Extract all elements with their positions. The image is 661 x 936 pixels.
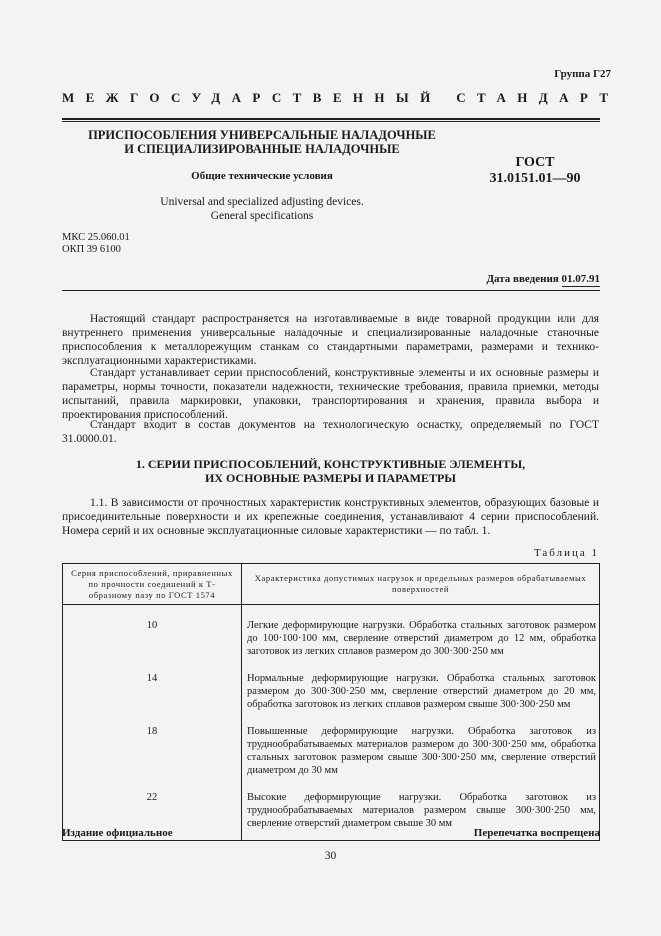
introduction-date — [486, 273, 600, 285]
title-line-1: ПРИСПОСОБЛЕНИЯ УНИВЕРСАЛЬНЫЕ НАЛАДОЧНЫЕ — [88, 128, 436, 142]
table-header-series: Серия приспособлений, приравненных по прочности соединений к Т-образному пазу по ГОСТ 1574 — [63, 564, 242, 605]
classification-codes — [62, 232, 130, 256]
group-label: Группа Г27 — [554, 68, 611, 80]
series-cell: 14 — [63, 668, 242, 721]
table-header-row — [63, 564, 600, 605]
description-cell: Высокие деформирующие нагрузки. Обработка заготовок из труднообрабатываемых материалов размером свыше 300·300·250 мм, сверление отверстий диаметром свыше 30 мм — [242, 787, 600, 841]
document-subtitle: Общие технические условия — [191, 170, 333, 182]
reprint-prohibited-label: Перепечатка воспрещена — [473, 827, 600, 839]
table-caption: Таблица 1 — [533, 547, 599, 559]
series-cell: 18 — [63, 721, 242, 787]
scope-paragraph: Настоящий стандарт распространяется на изготавливаемые в виде товарной продукции или для внутреннего применения универсальные наладочные и специализированные наладочные станочные приспособления к металлорежущим станкам со стандартными параметрами, размерами и технико-эксплуатационными характеристиками. — [62, 313, 599, 367]
header-rule-thin — [62, 121, 600, 122]
english-title-line-2: General specifications — [210, 210, 314, 222]
description-cell: Нормальные деформирующие нагрузки. Обработка стальных заготовок размером до 300·300·250 мм, сверление отверстий диаметром до 20 мм, обработка заготовок из легких сплавов размером свыше 300·300·250 мм — [242, 668, 600, 721]
contents-paragraph: Стандарт устанавливает серии приспособлений, конструктивные элементы и их основные размеры и параметры, нормы точности, показатели надежности, технические требования, правила приемки, методы испытаний, правила маркировки, упаковки, транспортирования и хранения, правила выбора и проектирования приспособлений. — [62, 367, 599, 421]
introduction-date-label: Дата введения — [486, 273, 559, 285]
section-heading-line-1: 1. СЕРИИ ПРИСПОСОБЛЕНИЙ, КОНСТРУКТИВНЫЕ ЭЛЕМЕНТЫ, — [135, 457, 526, 471]
table-row — [63, 605, 600, 669]
series-table — [62, 563, 600, 841]
page-number: 30 — [324, 850, 337, 862]
table-row — [63, 668, 600, 721]
table-row — [63, 721, 600, 787]
introduction-date-value: 01.07.91 — [561, 273, 600, 285]
gost-label: ГОСТ — [515, 155, 555, 170]
section-heading-line-2: ИХ ОСНОВНЫЕ РАЗМЕРЫ И ПАРАМЕТРЫ — [204, 471, 457, 485]
section-heading — [62, 457, 599, 485]
header-rule-thick — [62, 118, 600, 120]
date-rule — [62, 290, 600, 291]
table-header-characteristics: Характеристика допустимых нагрузок и предельных размеров обрабатываемых поверхностей — [242, 564, 600, 605]
official-edition-label: Издание официальное — [62, 827, 173, 839]
mks-code: МКС 25.060.01 — [62, 232, 130, 243]
series-cell: 22 — [63, 787, 242, 841]
gost-designation — [470, 155, 600, 187]
english-title-line-1: Universal and specialized adjusting devices. — [160, 196, 364, 208]
document-title — [62, 128, 462, 156]
description-cell: Повышенные деформирующие нагрузки. Обработка заготовок из труднообрабатываемых материалов размером до 300·300·250 мм, обработка стальных заготовок размером свыше 300·300·250 мм, сверление отверстий диаметром до 30 мм — [242, 721, 600, 787]
title-line-2: И СПЕЦИАЛИЗИРОВАННЫЕ НАЛАДОЧНЫЕ — [124, 142, 400, 156]
series-cell: 10 — [63, 605, 242, 669]
english-title — [62, 195, 462, 223]
description-cell: Легкие деформирующие нагрузки. Обработка стальных заготовок размером до 100·100·100 мм, сверление отверстий диаметром до 12 мм, обработка заготовок из легких сплавов размером до 300·300·250 мм — [242, 605, 600, 669]
standard-banner: МЕЖГОСУДАРСТВЕННЫЙ СТАНДАРТ — [62, 90, 620, 105]
gost-number: 31.0151.01—90 — [489, 171, 581, 186]
composition-paragraph: Стандарт входит в состав документов на технологическую оснастку, определяемый по ГОСТ 31.0000.01. — [62, 419, 599, 445]
okp-code: ОКП 39 6100 — [62, 244, 121, 255]
clause-1-1: 1.1. В зависимости от прочностных характеристик конструктивных элементов, образующих базовые и присоединительные поверхности и их крепежные соединения, устанавливают 4 серии приспособлений. Номера серий и их основные эксплуатационные силовые характеристики — по табл. 1. — [62, 497, 599, 537]
